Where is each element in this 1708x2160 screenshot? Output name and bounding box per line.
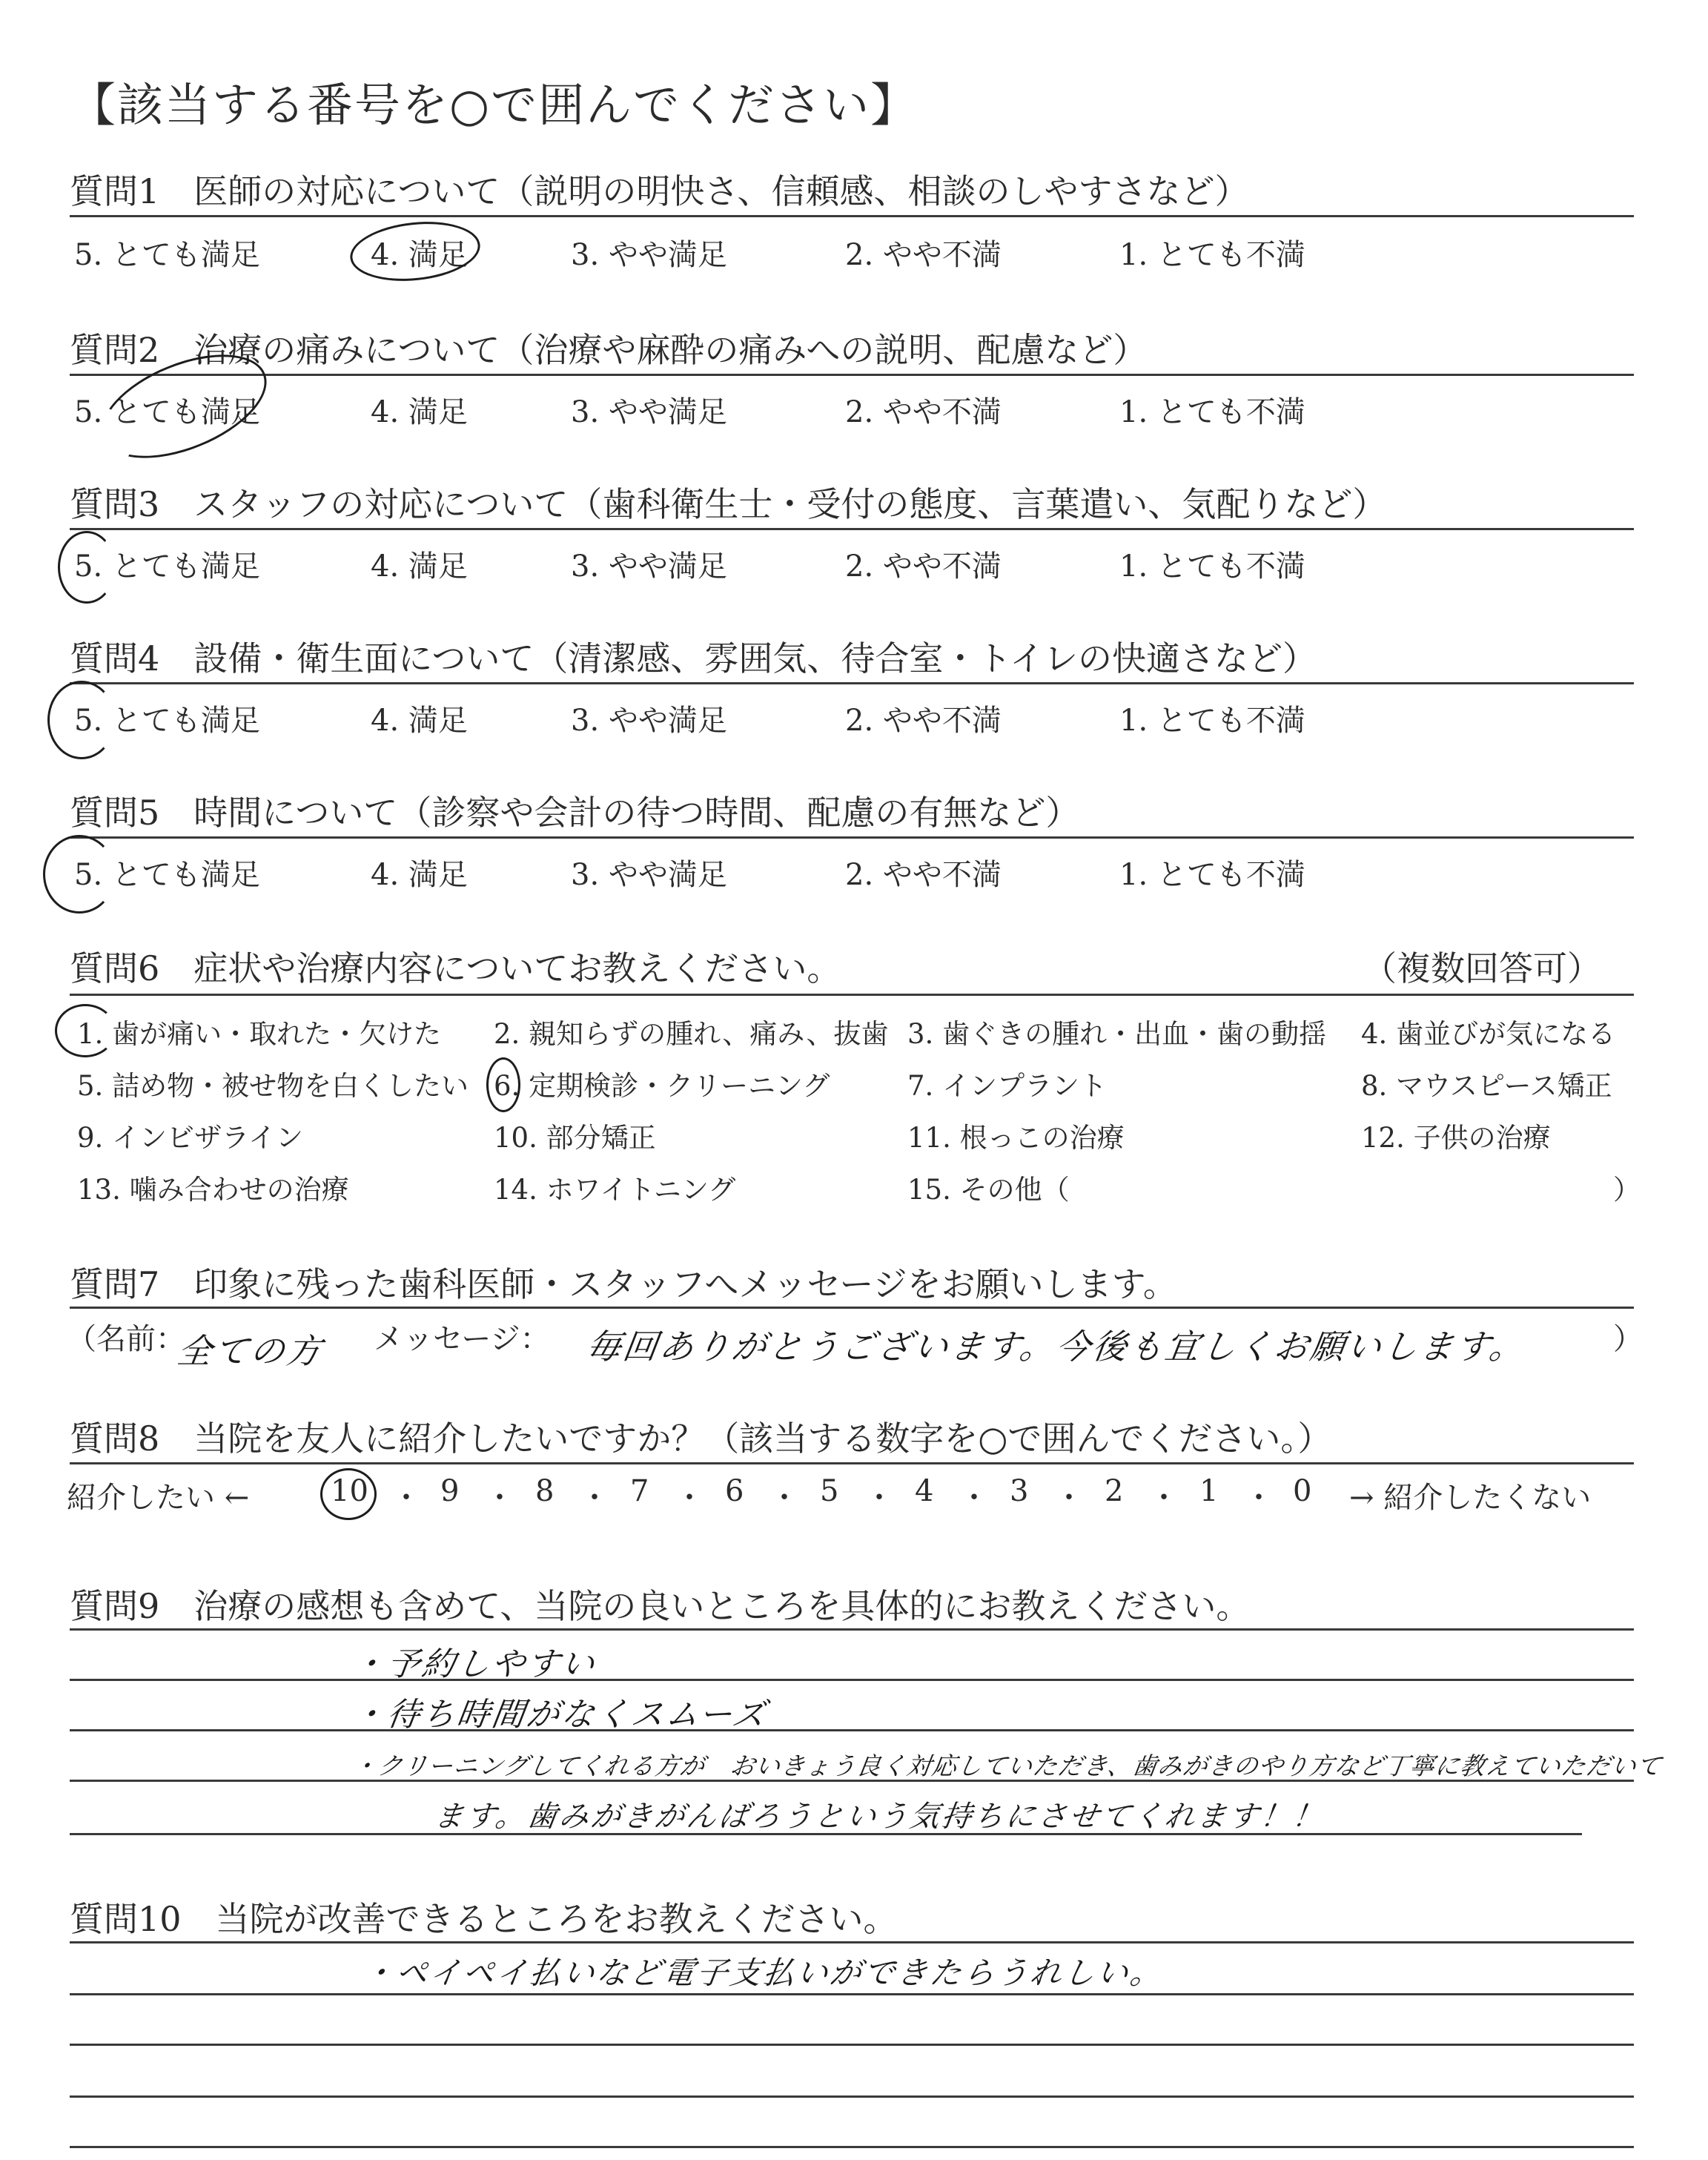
q9-answer-line-1[interactable]: ・予約しやすい (349, 1645, 599, 1683)
q10-answer-line-1[interactable]: ・ペイペイ払いなど電子支払いができたらうれしい。 (360, 1955, 1167, 1991)
q1-option-3[interactable]: 3. やや満足 (571, 238, 727, 272)
q6-option-10[interactable]: 10. 部分矯正 (494, 1122, 656, 1154)
q8-scale-5[interactable]: 5 (820, 1474, 839, 1508)
q1-option-1[interactable]: 1. とても不満 (1119, 238, 1305, 272)
q9-answer-line-2[interactable]: ・待ち時間がなくスムーズ (349, 1696, 770, 1734)
divider (70, 836, 1634, 839)
q8-separator: ・ (769, 1481, 799, 1515)
question-5-label: 質問5 時間について（診察や会計の待つ時間、配慮の有無など） (70, 793, 1080, 833)
q8-scale-6[interactable]: 6 (725, 1474, 744, 1508)
q3-option-5[interactable]: 5. とても満足 (74, 549, 260, 584)
q5-option-2[interactable]: 2. やや不満 (845, 858, 1002, 892)
q7-message-value[interactable]: 毎回ありがとうございます。今後も宜しくお願いします。 (583, 1327, 1529, 1367)
writing-line (70, 1729, 1634, 1731)
q8-separator: ・ (391, 1481, 421, 1515)
question-10-label: 質問10 当院が改善できるところをお教えください。 (70, 1899, 898, 1939)
q8-separator: ・ (580, 1481, 609, 1515)
writing-line (70, 1628, 1634, 1631)
q6-answer-circle-1 (55, 1004, 116, 1057)
q5-option-5[interactable]: 5. とても満足 (74, 858, 260, 892)
q5-answer-circle (43, 835, 116, 914)
divider (70, 1307, 1634, 1309)
writing-line (70, 1679, 1634, 1681)
q8-separator: ・ (485, 1481, 514, 1515)
q6-option-8[interactable]: 8. マウスピース矯正 (1361, 1070, 1612, 1102)
q6-multiple-note: （複数回答可） (1363, 948, 1601, 988)
q6-option-12[interactable]: 12. 子供の治療 (1361, 1122, 1551, 1154)
q9-answer-line-4[interactable]: ます。歯みがきがんばろうという気持ちにさせてくれます！！ (431, 1800, 1327, 1834)
writing-line (70, 1941, 1634, 1943)
q3-option-4[interactable]: 4. 満足 (371, 549, 468, 584)
q6-option-11[interactable]: 11. 根っこの治療 (907, 1122, 1125, 1154)
q5-option-3[interactable]: 3. やや満足 (571, 858, 727, 892)
page-title: 【該当する番号を○で囲んでください】 (70, 78, 918, 132)
q6-other-close-paren: ） (1613, 1174, 1641, 1206)
q2-option-1[interactable]: 1. とても不満 (1119, 395, 1305, 429)
q5-option-4[interactable]: 4. 満足 (371, 858, 468, 892)
divider (70, 374, 1634, 376)
q8-scale-9[interactable]: 9 (440, 1474, 460, 1508)
question-1-label: 質問1 医師の対応について（説明の明快さ、信頼感、相談のしやすさなど） (70, 171, 1249, 211)
q8-scale-4[interactable]: 4 (915, 1474, 934, 1508)
q4-option-2[interactable]: 2. やや不満 (845, 704, 1002, 738)
q4-option-4[interactable]: 4. 満足 (371, 704, 468, 738)
q6-option-15[interactable]: 15. その他（ (907, 1174, 1070, 1206)
divider (70, 1462, 1634, 1464)
q8-left-label: 紹介したい ← (67, 1481, 250, 1515)
q8-right-label: → 紹介したくない (1349, 1481, 1592, 1515)
q8-scale-7[interactable]: 7 (630, 1474, 649, 1508)
q6-option-14[interactable]: 14. ホワイトニング (494, 1174, 736, 1206)
q1-option-5[interactable]: 5. とても満足 (74, 238, 260, 272)
q6-option-7[interactable]: 7. インプラント (907, 1070, 1108, 1102)
q6-option-4[interactable]: 4. 歯並びが気になる (1361, 1018, 1616, 1050)
q4-answer-circle (47, 681, 116, 759)
q6-option-13[interactable]: 13. 噛み合わせの治療 (77, 1174, 349, 1206)
q6-option-6[interactable]: 6. 定期検診・クリーニング (494, 1070, 830, 1102)
q8-separator: ・ (675, 1481, 704, 1515)
writing-line (70, 1993, 1634, 1995)
q5-option-1[interactable]: 1. とても不満 (1119, 858, 1305, 892)
q4-option-1[interactable]: 1. とても不満 (1119, 704, 1305, 738)
q3-option-2[interactable]: 2. やや不満 (845, 549, 1002, 584)
q2-option-2[interactable]: 2. やや不満 (845, 395, 1002, 429)
q2-option-4[interactable]: 4. 満足 (371, 395, 468, 429)
q2-option-5[interactable]: 5. とても満足 (74, 395, 260, 429)
divider (70, 215, 1634, 217)
q1-answer-circle (347, 216, 483, 287)
question-2-label: 質問2 治療の痛みについて（治療や麻酔の痛みへの説明、配慮など） (70, 330, 1148, 370)
q3-option-3[interactable]: 3. やや満足 (571, 549, 727, 584)
question-7-label: 質問7 印象に残った歯科医師・スタッフへメッセージをお願いします。 (70, 1264, 1177, 1304)
q3-option-1[interactable]: 1. とても不満 (1119, 549, 1305, 584)
q6-option-1[interactable]: 1. 歯が痛い・取れた・欠けた (77, 1018, 442, 1050)
q8-separator: ・ (864, 1481, 894, 1515)
divider (70, 528, 1634, 530)
q9-answer-line-3[interactable]: ・クリーニングしてくれる方が おいきょう良く対応していただき、歯みがきのやり方など丁寧に教えていただいて (350, 1751, 1664, 1780)
q8-scale-1[interactable]: 1 (1199, 1474, 1219, 1508)
q8-scale-10[interactable]: 10 (331, 1474, 368, 1508)
q8-scale-8[interactable]: 8 (535, 1474, 555, 1508)
writing-line (70, 2044, 1634, 2046)
q8-answer-circle (320, 1468, 377, 1520)
question-6-label: 質問6 症状や治療内容についてお教えください。 (70, 948, 841, 988)
q6-option-2[interactable]: 2. 親知らずの腫れ、痛み、抜歯 (494, 1018, 889, 1050)
question-9-label: 質問9 治療の感想も含めて、当院の良いところを具体的にお教えください。 (70, 1586, 1251, 1626)
writing-line (70, 2095, 1634, 2098)
q8-separator: ・ (1149, 1481, 1179, 1515)
q3-answer-circle (58, 531, 116, 604)
divider (70, 682, 1634, 684)
q7-name-label: （名前： (67, 1322, 185, 1356)
q8-scale-2[interactable]: 2 (1105, 1474, 1124, 1508)
q6-option-5[interactable]: 5. 詰め物・被せ物を白くしたい (77, 1070, 469, 1102)
q8-separator: ・ (1054, 1481, 1084, 1515)
q6-option-3[interactable]: 3. 歯ぐきの腫れ・出血・歯の動揺 (907, 1018, 1327, 1050)
q8-separator: ・ (1244, 1481, 1274, 1515)
q1-option-2[interactable]: 2. やや不満 (845, 238, 1002, 272)
q8-scale-0[interactable]: 0 (1293, 1474, 1312, 1508)
q6-answer-circle-6 (486, 1057, 520, 1112)
q4-option-3[interactable]: 3. やや満足 (571, 704, 727, 738)
question-8-label: 質問8 当院を友人に紹介したいですか？（該当する数字を○で囲んでください。） (70, 1418, 1332, 1459)
q6-option-9[interactable]: 9. インビザライン (77, 1122, 303, 1154)
q7-close-paren: ） (1613, 1322, 1643, 1356)
question-4-label: 質問4 設備・衛生面について（清潔感、雰囲気、待合室・トイレの快適さなど） (70, 638, 1317, 678)
question-3-label: 質問3 スタッフの対応について（歯科衛生士・受付の態度、言葉遣い、気配りなど） (70, 484, 1387, 524)
q2-option-3[interactable]: 3. やや満足 (571, 395, 727, 429)
writing-line (70, 2146, 1634, 2148)
q8-separator: ・ (959, 1481, 989, 1515)
q1-option-4[interactable]: 4. 満足 (371, 238, 468, 272)
q8-scale-3[interactable]: 3 (1010, 1474, 1029, 1508)
q7-name-value[interactable]: 全ての方 (174, 1331, 326, 1371)
q7-message-label: メッセージ： (374, 1322, 550, 1356)
divider (70, 994, 1634, 996)
q4-option-5[interactable]: 5. とても満足 (74, 704, 260, 738)
